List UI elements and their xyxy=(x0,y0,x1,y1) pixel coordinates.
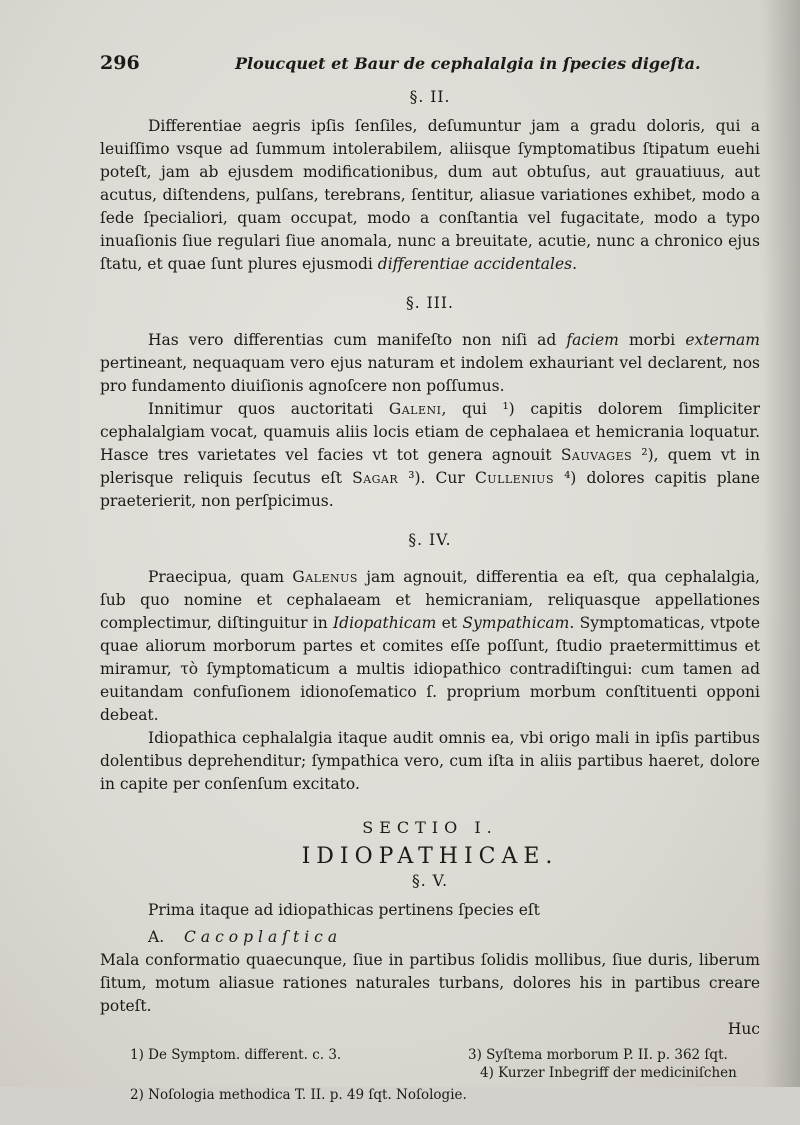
running-title: Ploucquet et Baur de cephalalgia in ſpecies digeſta. xyxy=(235,54,701,73)
emphasis-externam: externam xyxy=(685,331,760,349)
paragraph-3-2: Innitimur quos auctoritati Galeni, qui ¹) capitis dolorem ſimpliciter cephalalgiam vocat, quamuis aliis locis etiam de cephalaea et hemicrania loquatur. Hasce tres varietates vel facies vt tot genera agnouit Sauvages ²), quem vt in plerisque reliquis ſecutus eſt Sagar ³). Cur Cullenius ⁴) dolores capitis plane praeterierit, non perſpicimus. xyxy=(100,400,760,510)
footnote-4: 4) Kurzer Inbegriff der mediciniſchen xyxy=(480,1065,737,1081)
paragraph-5-1: Prima itaque ad idiopathicas pertinens ſpecies eſt xyxy=(148,901,540,919)
page-edge-shadow xyxy=(762,0,800,1087)
name-sagar: Sagar xyxy=(352,469,399,487)
section-heading-4: §. IV. xyxy=(408,531,452,549)
sectio-title: SECTIO I. xyxy=(362,818,498,837)
section-heading-2: §. II. xyxy=(409,88,451,106)
emphasis-faciem: faciem xyxy=(566,331,619,349)
page-number: 296 xyxy=(100,52,140,74)
sectio-subtitle: IDIOPATHICAE. xyxy=(301,844,559,869)
page-content xyxy=(100,52,760,1125)
paragraph-4-1: Praecipua, quam Galenus jam agnouit, differentia ea eſt, qua cephalalgia, ſub quo nomine et cephalaeam et hemicraniam, reliquasque appellationes complectimur, diſtinguitur in Idiopathicam et Sympathicam. Symptomaticas, vtpote quae aliorum morborum partes et comites eſſe poſſunt, ſtudio praetermittimus et miramur, τὸ ſymptomaticum a multis idiopathico contradiſtingui: cum tamen ad euitandam confuſionem idionoſematico ſ. proprium morbum conſtituenti opponi debeat. xyxy=(100,568,760,724)
name-galeni: Galeni xyxy=(388,400,442,418)
section-heading-5: §. V. xyxy=(411,872,448,890)
catchword: Huc xyxy=(727,1020,760,1038)
footnote-1: 1) De Symptom. different. c. 3. xyxy=(130,1047,342,1063)
paragraph-5-2: Mala conformatio quaecunque, ſiue in partibus ſolidis mollibus, ſiue duris, liberum ſitum, motum aliasue rationes naturales turbans, dolores his in partibus creare poteſt. xyxy=(100,951,760,1015)
species-letter: A. xyxy=(148,928,165,946)
name-sauvages: Sauvages xyxy=(560,446,633,464)
paragraph-2-1: Differentiae aegris ipſis ſenſiles, deſumuntur jam a gradu doloris, qui a leuiſſimo vsque ad ſummum intolerabilem, aliisque ſymptomatibus ſtipatum euehi poteſt, jam ab ejusdem modificationibus, dum aut obtuſus, aut grauatiuus, aut acutus, diſtendens, pulſans, terebrans, ſentitur, aliasue variationes exhibet, modo a ſede ſpecialiori, quam occupat, modo a conſtantia vel fugacitate, modo a typo inuaſionis ſiue regulari ſiue anomala, nunc a breuitate, acutie, nunc a chronico ejus ſtatu, et quae ſunt plures ejusmodi differentiae accidentales. xyxy=(100,117,760,273)
footnote-2: 2) Noſologia methodica T. II. p. 49 ſqt. Noſologie. xyxy=(130,1087,467,1103)
paragraph-3-1: Has vero differentias cum manifeſto non niſi ad faciem morbi externam pertineant, nequaquam vero ejus naturam et indolem exhauriant vel declarent, nos pro fundamento diuiſionis agnoſcere non poſſumus. xyxy=(100,331,760,395)
paragraph-4-2: Idiopathica cephalalgia itaque audit omnis ea, vbi origo mali in ipſis partibus dolentibus deprehenditur; ſympathica vero, cum iſta in aliis partibus haeret, dolore in capite per conſenſum excitato. xyxy=(100,729,760,793)
emphasis-idiopathicam: Idiopathicam xyxy=(333,614,437,632)
emphasis-sympathicam: Sympathicam xyxy=(462,614,570,632)
footnotes xyxy=(100,1045,760,1125)
footnote-3: 3) Syſtema morborum P. II. p. 362 ſqt. xyxy=(468,1047,728,1063)
species-label xyxy=(148,926,760,949)
name-cullenius: Cullenius xyxy=(474,469,554,487)
section-heading-3: §. III. xyxy=(406,294,454,312)
running-head xyxy=(100,52,760,82)
emphasis-differentiae-accidentales: differentiae accidentales xyxy=(377,255,573,273)
name-galenus: Galenus xyxy=(292,568,358,586)
species-name: Cacoplaſtica xyxy=(184,928,343,946)
